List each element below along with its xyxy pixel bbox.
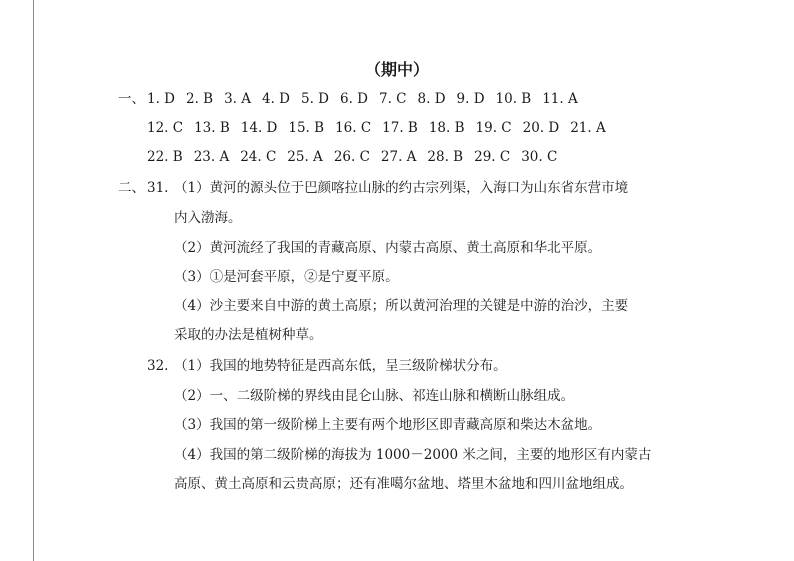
answer-item: 21. A (570, 120, 606, 136)
answer-item: 15. B (288, 120, 325, 136)
answer-item: 23. A (193, 149, 230, 165)
q32-line: （3）我国的第一级阶梯上主要有两个地形区即青藏高原和柴达木盆地。 (174, 417, 602, 433)
answer-row-2 (147, 119, 617, 137)
answer-item: 1. D (147, 91, 175, 107)
answer-item: 24. C (240, 149, 277, 165)
page-title: （期中） (364, 60, 429, 79)
q31-number: 31. (147, 180, 169, 196)
answer-item: 26. C (333, 149, 370, 165)
answer-item: 22. B (147, 149, 183, 165)
q31-line: （1）黄河的源头位于巴颜喀拉山脉的约古宗列渠，入海口为山东省东营市境 (174, 180, 629, 196)
answer-item: 28. B (427, 149, 464, 165)
answer-item: 3. A (224, 91, 252, 107)
answer-item: 18. B (428, 120, 465, 136)
q32-line: （2）一、二级阶梯的界线由昆仑山脉、祁连山脉和横断山脉组成。 (174, 388, 575, 404)
q31-line: （3）①是河套平原，②是宁夏平原。 (174, 269, 399, 285)
answer-item: 19. C (475, 120, 512, 136)
page-left-border (33, 0, 34, 561)
answer-item: 12. C (147, 120, 184, 136)
q32-line: （4）我国的第二级阶梯的海拔为 1000－2000 米之间，主要的地形区有内蒙古 (174, 447, 652, 463)
answer-item: 7. C (379, 91, 407, 107)
answer-item: 2. B (186, 91, 214, 107)
q32-line: 高原、黄土高原和云贵高原；还有准噶尔盆地、塔里木盆地和四川盆地组成。 (174, 476, 633, 492)
answer-item: 13. B (194, 120, 230, 136)
answer-item: 9. D (456, 91, 485, 107)
q31-line: （4）沙主要来自中游的黄土高原；所以黄河治理的关键是中游的治沙，主要 (174, 298, 629, 314)
answer-item: 16. C (335, 120, 372, 136)
answer-row-3 (147, 148, 568, 166)
answer-item: 11. A (542, 91, 578, 107)
section2-label: 二、 (118, 180, 145, 196)
answer-item: 5. D (301, 91, 330, 107)
q31-line: （2）黄河流经了我国的青藏高原、内蒙古高原、黄土高原和华北平原。 (174, 240, 602, 256)
answer-item: 30. C (521, 149, 558, 165)
answer-row-1 (147, 90, 589, 108)
answer-item: 6. D (340, 91, 369, 107)
answer-item: 20. D (522, 120, 560, 136)
answer-item: 4. D (262, 91, 291, 107)
q32-line: （1）我国的地势特征是西高东低，呈三级阶梯状分布。 (174, 358, 507, 374)
q32-number: 32. (147, 358, 169, 374)
answer-item: 17. B (382, 120, 418, 136)
answer-item: 25. A (287, 149, 323, 165)
answer-item: 8. D (417, 91, 446, 107)
q31-line: 内入渤海。 (174, 210, 242, 226)
q31-line: 采取的办法是植树种草。 (174, 327, 323, 343)
answer-item: 27. A (380, 149, 417, 165)
answer-item: 29. C (474, 149, 511, 165)
section1-label: 一、 (118, 91, 145, 107)
answer-item: 14. D (240, 120, 278, 136)
answer-item: 10. B (495, 91, 532, 107)
